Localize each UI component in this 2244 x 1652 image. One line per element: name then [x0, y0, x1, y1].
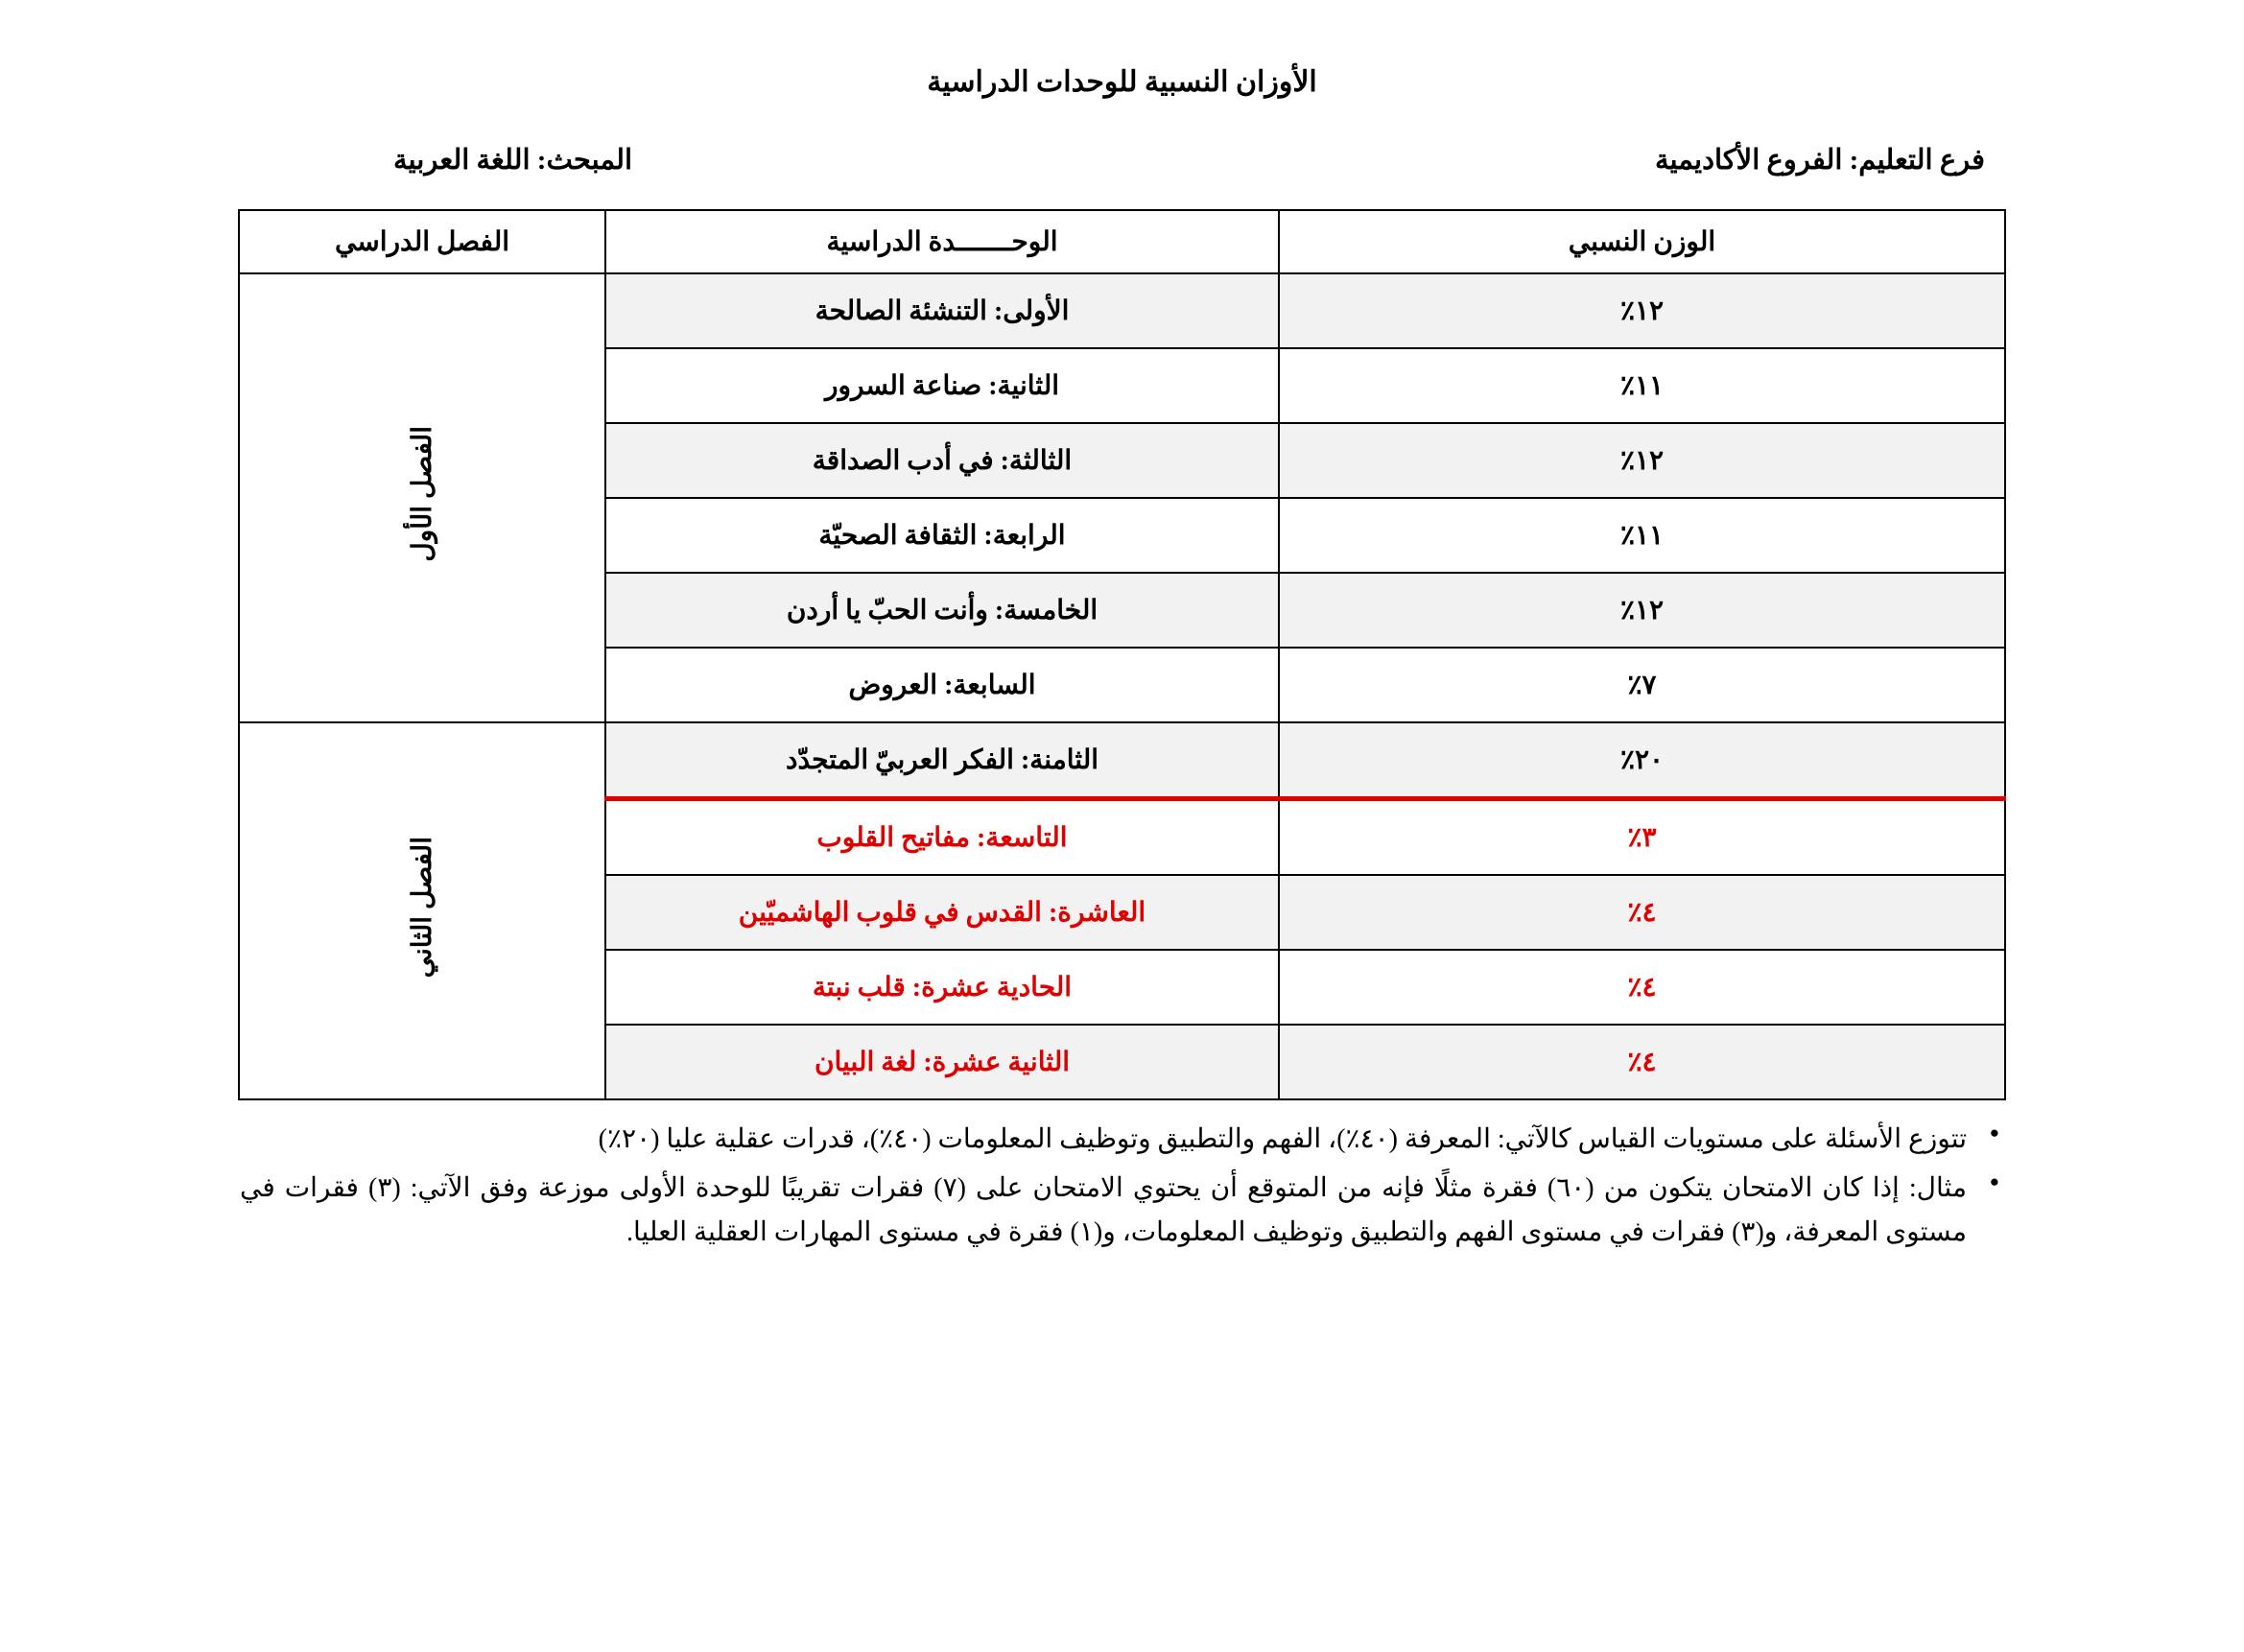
- list-item: ● مثال: إذا كان الامتحان يتكون من (٦٠) فقرة مثلًا فإنه من المتوقع أن يحتوي الامتحان على (٧) فقرات تقريبًا للوحدة الأولى موزعة وفق الآتي: (٣) فقرات في مستوى المعرفة، و(٣) فقرات في مستوى الفهم والتطبيق وتوظيف المعلومات، و(١) فقرة في مستوى المهارات العقلية العليا.: [240, 1167, 1999, 1254]
- list-item: ● تتوزع الأسئلة على مستويات القياس كالآتي: المعرفة (٤٠٪)، الفهم والتطبيق وتوظيف المعلومات (٤٠٪)، قدرات عقلية عليا (٢٠٪): [240, 1118, 1999, 1161]
- cell-weight: ١٢٪: [1279, 273, 2005, 348]
- cell-unit: الثانية: صناعة السرور: [605, 348, 1279, 423]
- subject-label: المبحث: اللغة العربية: [393, 145, 633, 176]
- semester-label: الفصل الثاني: [407, 836, 437, 979]
- table-row: [239, 722, 2005, 799]
- cell-weight: ٢٠٪: [1279, 722, 2005, 799]
- cell-weight: ٤٪: [1279, 875, 2005, 950]
- cell-semester: [239, 273, 605, 722]
- cell-weight: ١٢٪: [1279, 573, 2005, 648]
- table-row: [239, 273, 2005, 348]
- document-page: [0, 65, 2244, 1652]
- cell-unit: الخامسة: وأنت الحبّ يا أردن: [605, 573, 1279, 648]
- weights-table: [238, 209, 2006, 1100]
- header-unit: الوحـــــــدة الدراسية: [605, 210, 1279, 273]
- cell-unit: العاشرة: القدس في قلوب الهاشميّين: [605, 875, 1279, 950]
- cell-weight: ١٢٪: [1279, 423, 2005, 498]
- table-header-row: [239, 210, 2005, 273]
- cell-semester: [239, 722, 605, 1099]
- cell-weight: ٤٪: [1279, 1025, 2005, 1099]
- cell-unit: السابعة: العروض: [605, 648, 1279, 722]
- cell-unit: الثالثة: في أدب الصداقة: [605, 423, 1279, 498]
- cell-unit: الثامنة: الفكر العربيّ المتجدّد: [605, 722, 1279, 799]
- page-title: الأوزان النسبية للوحدات الدراسية: [927, 66, 1317, 98]
- cell-unit: الحادية عشرة: قلب نبتة: [605, 950, 1279, 1025]
- document-meta: [0, 143, 2244, 177]
- cell-weight: ٤٪: [1279, 950, 2005, 1025]
- cell-unit: الأولى: التنشئة الصالحة: [605, 273, 1279, 348]
- cell-weight: ٣٪: [1279, 799, 2005, 876]
- cell-weight: ٧٪: [1279, 648, 2005, 722]
- cell-unit: التاسعة: مفاتيح القلوب: [605, 799, 1279, 876]
- semester-label: الفصل الأول: [407, 426, 437, 562]
- cell-weight: ١١٪: [1279, 498, 2005, 573]
- cell-unit: الثانية عشرة: لغة البيان: [605, 1025, 1279, 1099]
- header-semester: الفصل الدراسي: [239, 210, 605, 273]
- notes-list: [0, 1118, 2244, 1254]
- branch-label: فرع التعليم: الفروع الأكاديمية: [1654, 145, 1985, 176]
- cell-unit: الرابعة: الثقافة الصحيّة: [605, 498, 1279, 573]
- header-weight: الوزن النسبي: [1279, 210, 2005, 273]
- cell-weight: ١١٪: [1279, 348, 2005, 423]
